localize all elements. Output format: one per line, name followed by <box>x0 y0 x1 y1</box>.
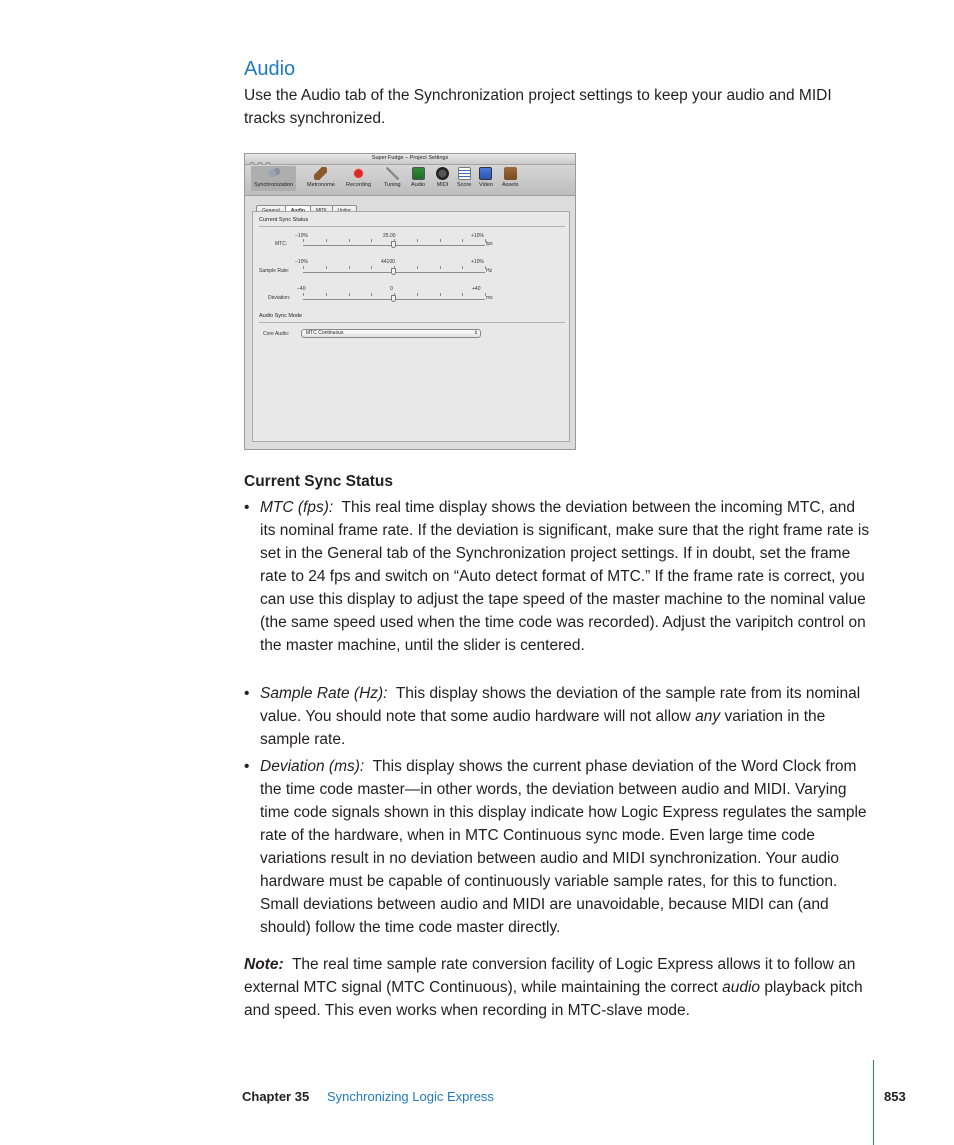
slider-tick <box>349 293 350 296</box>
slider-tick <box>440 239 441 242</box>
bullet-icon: • <box>244 758 250 775</box>
slider-center: 44100 <box>381 259 395 265</box>
toolbar-assets <box>502 167 519 188</box>
slider-min: −40 <box>297 286 306 292</box>
footer-divider <box>873 1060 874 1145</box>
toolbar-label: Score <box>457 182 472 188</box>
toolbar-tuning <box>384 167 401 188</box>
toolbar-synchronization <box>251 166 296 191</box>
slider-tick <box>417 239 418 242</box>
slider-tick <box>462 293 463 296</box>
bullet-text <box>260 496 874 657</box>
bullet-text <box>260 755 874 939</box>
slider-label: MTC: <box>275 241 288 247</box>
bullet-term: MTC (fps): <box>260 499 334 516</box>
note-paragraph <box>244 953 874 1022</box>
slider-tick <box>371 266 372 269</box>
slider-tick <box>440 266 441 269</box>
toolbar-score <box>457 167 471 188</box>
slider-tick <box>485 293 486 296</box>
intro-paragraph: Use the Audio tab of the Synchronization project settings to keep your audio and MIDI tracks synchronized. <box>244 87 832 127</box>
slider-tick <box>417 293 418 296</box>
toolbar-metronome <box>307 167 335 188</box>
window-title: Super Fudge – Project Settings <box>371 155 449 161</box>
page-number: 853 <box>884 1089 906 1104</box>
slider-tick <box>349 239 350 242</box>
slider-min: −10% <box>295 233 308 239</box>
bullet-sample-rate <box>244 682 874 751</box>
slider-tick <box>485 266 486 269</box>
slider-min: −10% <box>295 259 308 265</box>
bullet-body: This real time display shows the deviation between the incoming MTC, and its nominal frame rate. If the deviation is significant, make sure that the right frame rate is set in the General tab of the Synchronization project settings. If in doubt, set the frame rate to 24 fps and switch on “Auto detect format of MTC.” If the frame rate is correct, you can use this display to adjust the tape speed of the master machine to the nominal value (the same speed used when the time code was recorded). Adjust the varipitch control on the master machine, until the slider is centered. <box>260 499 870 654</box>
slider-tick <box>349 266 350 269</box>
slider-knob <box>391 295 396 302</box>
bullet-icon: • <box>244 499 250 516</box>
slider-tick <box>462 239 463 242</box>
slider-label: Sample Rate: <box>259 268 290 274</box>
slider-center: 25.00 <box>383 233 396 239</box>
project-settings-screenshot <box>244 153 576 450</box>
audio-sync-mode-label: Audio Sync Mode <box>259 313 303 319</box>
slider-max: +10% <box>471 233 484 239</box>
slider-tick <box>326 239 327 242</box>
video-icon <box>479 167 492 180</box>
bullet-emphasis: any <box>695 708 721 725</box>
bullet-term: Deviation (ms): <box>260 758 365 775</box>
settings-toolbar <box>245 165 575 196</box>
slider-unit: fps <box>486 241 493 247</box>
footer-chapter-title: Synchronizing Logic Express <box>327 1089 494 1104</box>
toolbar-label: Video <box>479 182 493 188</box>
slider-knob <box>391 241 396 248</box>
subhead-current-sync-status: Current Sync Status <box>244 473 394 490</box>
toolbar-video <box>479 167 493 188</box>
note-emphasis: audio <box>722 979 761 996</box>
slider-tick <box>417 266 418 269</box>
toolbar-audio <box>411 167 425 188</box>
bullet-icon: • <box>244 685 250 702</box>
midi-icon <box>436 167 449 180</box>
toolbar-label: Metronome <box>307 182 335 188</box>
slider-unit: Hz <box>486 268 493 274</box>
toolbar-label: Tuning <box>384 182 401 188</box>
core-audio-popup <box>301 329 481 338</box>
toolbar-label: Recording <box>346 182 372 188</box>
core-audio-label: Core Audio: <box>263 331 290 337</box>
slider-tick <box>303 239 304 242</box>
bullet-body: This display shows the current phase deviation of the Word Clock from the time code master—in other words, the deviation between audio and MIDI. Varying time code signals shown in this display indicate how Logic Express regulates the sample rate of the hardware, when in MTC Continuous sync mode. Even large time code variations result in no deviation between audio and MIDI synchronization. Your audio hardware must be capable of continuously variable sample rates, for this to function. Small deviations between audio and MIDI are unavoidable, because MIDI can (and should) follow the time code master directly. <box>260 758 867 936</box>
bullet-deviation <box>244 755 874 939</box>
slider-tick <box>303 266 304 269</box>
toolbar-label: Assets <box>502 182 519 188</box>
synchronization-icon <box>267 167 280 180</box>
toolbar-label: Audio <box>411 182 426 188</box>
slider-tick <box>394 266 395 269</box>
slider-max: +10% <box>471 259 484 265</box>
slider-center: 0 <box>390 286 393 292</box>
audio-icon <box>412 167 425 180</box>
bullet-body-end: variation in the sample rate. <box>260 708 826 748</box>
section-divider <box>259 322 565 323</box>
tuning-fork-icon <box>386 167 399 180</box>
popup-arrows-icon: ⇕ <box>473 330 478 336</box>
slider-tick <box>371 293 372 296</box>
slider-tick <box>394 239 395 242</box>
briefcase-icon <box>504 167 517 180</box>
bullet-text <box>260 682 874 751</box>
footer-chapter: Chapter 35 <box>242 1089 310 1104</box>
slider-tick <box>371 239 372 242</box>
slider-tick <box>394 293 395 296</box>
slider-label: Deviation: <box>268 295 291 301</box>
slider-tick <box>326 266 327 269</box>
toolbar-midi <box>436 167 449 188</box>
slider-tick <box>303 293 304 296</box>
slider-tick <box>440 293 441 296</box>
toolbar-label: Synchronization <box>254 182 294 188</box>
toolbar-label: MIDI <box>436 182 449 188</box>
window-titlebar <box>245 154 575 165</box>
slider-tick <box>485 239 486 242</box>
score-icon <box>458 167 471 180</box>
note-text: The real time sample rate conversion facility of Logic Express allows it to follow an external MTC signal (MTC Continuous), while maintaining the correct <box>244 956 856 996</box>
slider-tick <box>462 266 463 269</box>
toolbar-recording <box>346 167 371 188</box>
bullet-body: This display shows the deviation of the sample rate from its nominal value. You should note that some audio hardware will not allow <box>260 685 861 725</box>
slider-max: +40 <box>472 286 481 292</box>
note-label: Note: <box>244 956 284 973</box>
metronome-icon <box>314 167 327 180</box>
slider-tick <box>326 293 327 296</box>
bullet-mtc <box>244 496 874 657</box>
note-text-end: playback pitch and speed. This even works when recording in MTC-slave mode. <box>244 979 863 1019</box>
bullet-term: Sample Rate (Hz): <box>260 685 388 702</box>
slider-unit: ms <box>486 295 493 301</box>
core-audio-value: MTC Continuous <box>306 330 344 336</box>
current-sync-status-label: Current Sync Status <box>259 217 309 223</box>
record-icon <box>352 167 365 180</box>
section-divider <box>259 226 565 227</box>
slider-knob <box>391 268 396 275</box>
audio-tab-panel <box>252 211 570 442</box>
section-heading: Audio <box>244 58 296 80</box>
